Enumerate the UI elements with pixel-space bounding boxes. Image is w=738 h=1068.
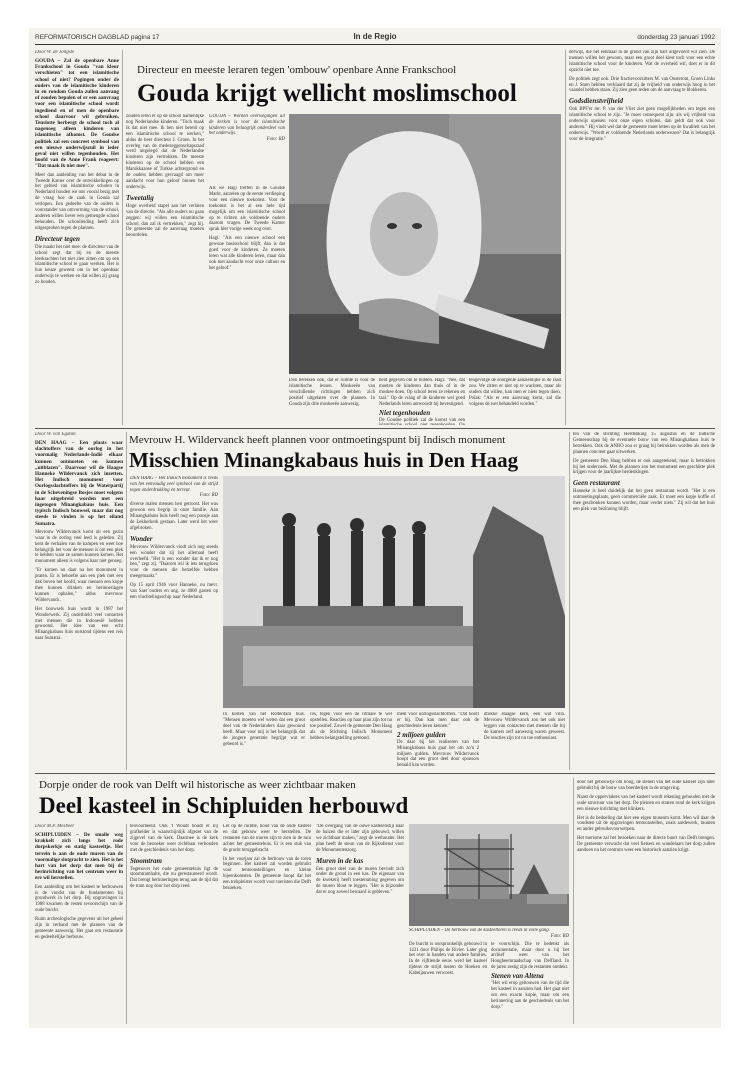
- article3-photo-text-columns: [409, 942, 569, 1011]
- column-divider: [126, 824, 127, 1024]
- article1-column-2: [126, 114, 204, 424]
- section-title: In de Regio: [353, 32, 397, 41]
- article2-column-5: [397, 712, 479, 770]
- article3-body4: Tegenover het oude gemeentehuis ligt de stoomtramhalte, die nu gerestaureerd wordt. Dat brengt herinneringen terug aan de tijd dat de tram nog door het dorp reed.: [130, 866, 218, 890]
- article1-body2: Die maakt het niet mee: de directeur van de school zegt dat hij en de meeste leerkrachten het niet zien zitten om op een islamitische school te gaan werken. Het is hun keuze geweest om in het openbaar onderwijs te werken en dat willen zij graag zo houden.: [35, 244, 119, 286]
- article1-body3: zouden ieren er op de school namenlijke nog Nederlandse kinderen. "Toch maak ik dat niet mee. Ik ben niet bereid op een islamitische school te werken," aldus de heer directeur J. Groen. In het overleg van de medezeggenschapsraad werd uitgelegd dat de Nederlandse kinderen zijn vertrokken. De meeste kinderen op de school hebben een Marokkaanse of Turkse achtergrond en de ouders hebben gevraagd om meer aandacht voor hun geloof binnen het onderwijs.: [126, 114, 204, 190]
- column-divider: [569, 432, 570, 770]
- column-divider: [126, 432, 127, 770]
- article1-column-4: [289, 378, 375, 425]
- article2-subhead3: Geen restaurant: [573, 479, 620, 488]
- article3-subhead2: Muren in de kas: [316, 856, 364, 865]
- column-divider: [573, 778, 574, 1024]
- article1-subhead1: Directeur tegen: [35, 234, 80, 243]
- article1-photo-credit: Foto: RD: [266, 137, 285, 143]
- article3-headline: Deel kasteel in Schipluiden herbouwd: [39, 793, 409, 818]
- article1-body10: tengevolge de enorgente aanzienlijke in de raad zou. We zitten er niet op te wachten, maar als ouders dat willen, kan men er niets tegen doen. Polak: "Als er een aanvraag komt, zal die volgens de wet behandeld worden.": [469, 378, 561, 407]
- article3-column-4: [316, 824, 404, 1024]
- article1-column-left: [35, 50, 119, 425]
- article2-body11: drukke Haagse kern, een wat villa. Mevrouw Wildervanck zou het ook niet leggen van contacten met mensen die bij de kamers zelf aanwezig waren geweest. De reacties zijn tot nu toe enthousiast.: [484, 712, 565, 741]
- article1-photo: [289, 114, 561, 374]
- paper-name: REFORMATORISCH DAGBLAD pagina 17: [35, 34, 160, 41]
- article2-kicker: Mevrouw H. Wildervanck heeft plannen voor ontmoetingspunt bij Indisch monument: [129, 434, 506, 446]
- article2-body6: Op 15 april 1946 voor Hanneke, nu mevr. van Saer ouders en ong. ze 4000 gasten op een vluchtelingsschip naar Nederland.: [130, 583, 218, 600]
- article3-photo-text: [409, 928, 569, 1024]
- article3-subhead1: Stoomtram: [130, 856, 162, 865]
- article3-photo: [409, 824, 569, 926]
- article2-photo-caption: DEN HAAG – Het Indisch monument is reeds van het eenvoudig veel symbool van de strijd tegen onderdrukking en terreur.: [130, 476, 218, 493]
- article3-body5: Let op de ruimte, houd van de oude kasteel en dat gebouw weer te herstellen. De restanten van de muren zijn te zien in de tuin achter het gemeentehuis. Er is een stuk van de gracht teruggebracht.: [223, 824, 311, 853]
- article2-body3: Het bouwsels huis wordt in 1987 het Wonderwerk. Zij onderhield veel contacten met mensen die in Indonesië hebben gewoond. Het idee van een echt Minangkabaus huis ontstond tijdens een reis naar Sumatra.: [35, 606, 123, 642]
- article2-body8: ros, tegen voor een de ritmale te wel opstellen. Reacties op haar plan zijn tot nu toe positief. Zowel de gemeente Den Haag als de Stichting Indisch Monument hebben belangstelling getoond.: [310, 712, 392, 741]
- article2-body10: De daar bij het realiseren van het Minangkabaus huis gaat het om zo'n 2 miljoen gulden. Mevrouw Wildervanck hoopt dat een groot deel door sponsors betaald kan worden.: [397, 739, 479, 769]
- article1-body7: Dan bereiken ook, dat er ruimte is voor de islamitische lessen. Moskeeën van verschillende richtingen hebben zich positief uitgelaten over de plannen. In Gouda zijn drie moskeeën aanwezig.: [289, 378, 375, 407]
- article1-subhead3: Niet tegenhouden: [379, 408, 431, 417]
- article1-body8: heid gegeven om te bidden. Hagi: "Nee, dat moeten de kinderen dan thuis of in de moskee doen. Op school leren ze rekenen en taal." Op de vraag of de kinderen wel goed Nederlands leren antwoordt hij bevestigend.: [379, 378, 465, 407]
- article3-column-right: [577, 780, 715, 1024]
- article2-col-right: ten van de stichting Herdenking 15 augustus en de Indische Gemeenschap bij de eventuele bouw van een Minangkabaus huis te betrekken. Ook de ANBO zou er graag bij betrokken worden als men de plannen concreet gaat uitwerken.: [573, 432, 715, 455]
- article3-photo-text-right: [491, 942, 569, 1011]
- article3-body6: In het voorjaar zal de herbouw van de toren beginnen. Het kasteel zal worden gebruikt voor tentoonstellingen en kleine bijeenkomsten. De gemeente hoopt dat het een trekpleister wordt voor toeristen die Delft bezoeken.: [223, 856, 311, 892]
- article1-photo-caption: GOUDA – Worden overwegingen uit de kerken is voor de islamitische kinderen van belangrijk onderdeel van het onderwijs.: [209, 114, 285, 137]
- article2-body4: diverse malen mensen hen getroost. Het was gewoon een begrip in onze familie. Aan Minangkabaus huis heeft nog een poosje aan de Lekkerkerk gestaan. Later werd het weer afgebroken.: [130, 502, 218, 531]
- article3-column-3: [223, 824, 311, 1024]
- article2-body7: In kosten van het Rotterdam huis. "Mensen moeten wel weten dat een groot deel van de Nederlanders daar gewoond heeft. Maar voor mij is het belangrijk dat de jongere generatie begrijpt wat er gebeurd is.": [223, 712, 305, 747]
- page-header: [35, 31, 715, 45]
- article2-column-6: [484, 712, 565, 770]
- article1-subhead2: Tweetalig: [126, 193, 154, 202]
- article1-body1: Meer dan aanleiding van het debat in de Tweede Kamer over de ontwikkelingen op het gebied van islamitische scholen in Nederland houden we ons vooral bezig met de vraag hoe de zaak in Gouda zal verlopen. Een gedeelte van de ouders is voorstander van omvorming van de school, anderen willen liever een gemengde school behouden. De schoolleiding heeft zich uitgesproken tegen de plannen.: [35, 172, 119, 231]
- girl-in-headscarf-photo-icon: [289, 114, 561, 374]
- article3-body2: Ruim archeologische gegevens uit het geheel zijn in verband met de plannen van de gemeente aanwezig. Het gaat om restauratie en gedeeltelijke herbouw.: [35, 917, 123, 940]
- article2-photo-credit: Foto: RD: [199, 493, 218, 499]
- article1-column-3: [209, 186, 285, 374]
- article2-col-right2: De gemeente Den Haag hebben er ook aangetekend, maar is betrokken bij het onderzoek. Met de plannen zou het monument een geschikte plek krijgen voor de jaarlijkse herdenkingen.: [573, 458, 715, 476]
- article1-column-6: [469, 378, 561, 425]
- article2-headline: Misschien Minangkabaus huis in Den Haag: [129, 448, 519, 472]
- article1-column-right: [569, 50, 715, 425]
- article1-body4: Hoge overheid stapel aan het verlaten van de directie. "Als alle ouders nu gaan zeggen: wij willen een islamitische school, dan zal ik vertrekken," zegt hij. De gemeente zal de aanvraag moeten beoordelen.: [126, 203, 204, 239]
- article1-headline: Gouda krijgt wellicht moslimschool: [137, 80, 517, 107]
- article2-column-4: [310, 712, 392, 770]
- article1-body9: De Goudse politiek zal de komst van een: [379, 417, 465, 423]
- article3-photo-credit: Foto: RD: [550, 933, 569, 939]
- article1-body5: Als we Hagi treffen in de Goudse Markt, aarzelen op de eerste verdieping voor een nieuwe toekomst. Voor de toekomst is het al een hele tijd mogelijk om een islamitische school op te richten als voldoende ouders daarom vragen. De Tweede Kamer sprak hier vorige week nog over.: [209, 186, 285, 233]
- article1-column-5: [379, 378, 465, 425]
- article2-column-right: [573, 432, 715, 770]
- article3-byline: Door M.P. Mesbeet: [35, 824, 74, 829]
- article3-col-right: door het gebouwtje om hoog, de stenen van het oude kasteel zijn later gebruikt bij de bouw van boerderijen in de omgeving.: [577, 780, 715, 791]
- article2-col-right3: Hanneke is heel duidelijk dat het geen restaurant wordt. "Het is een ontmoetingsplaats, geen commerciële zaak. Er moet een kopje koffie of thee geschonken kunnen worden, maar verder niets." Zij wil dat het huis een plek van bezinning blijft.: [573, 489, 715, 513]
- article3-col-right4: Het toerisme zal het bezoeken naar de directe buurt van Delft brengen. De gemeente verwacht dat veel fietsers en wandelaars het dorp zullen aandoen nu het centrum weer een historisch aanzien krijgt.: [577, 836, 715, 854]
- article3-body10: te voorschijn. Die te bedenkt als documentatie, maar door u hij het archief weet van het Hoogheemraadschap van Delfland. In de jaren zestig zijn de restanten ontdekt.: [491, 941, 569, 971]
- article2-photo: [223, 476, 565, 708]
- article-separator: [35, 428, 715, 429]
- article3-col-right3: Het is de bedoeling dat hier een eigen museum komt. Men wil daar de vondsten uit de opgravingen tentoonstellen, zoals aardewerk, munten en ander gebruiksvoorwerpen.: [577, 815, 715, 833]
- article2-body2: "Er komen nu daar na het monument in praten. Er is behoefte aan een plek met een dak boven het hoofd, waar mensen een kopje thee kunnen drinken en herinneringen kunnen ophalen," aldus mevrouw Wildervanck.: [35, 568, 123, 603]
- article-separator: [35, 773, 715, 774]
- article2-subhead1: Wonder: [130, 534, 153, 543]
- article2-body9: ment voor oorlogsslachtoffers. "Dat hoort er bij. Dan kan men daar ook de geschiedenis leren kennen.": [397, 712, 479, 729]
- column-divider: [565, 50, 566, 425]
- issue-date: donderdag 23 januari 1992: [637, 34, 715, 41]
- article1-byline: Door W. de Jongste: [35, 50, 75, 55]
- castle-tower-scaffolding-photo-icon: [409, 824, 569, 926]
- article3-body1: Een aanleiding om het kasteel te herbouwen is de vondst van de fundamenten bij grondwerk in het dorp. Bij opgravingen in 1988 kwamen de resten tevoorschijn van de oude burcht.: [35, 884, 123, 914]
- article1-body6: Hagi: "Als een nieuwe school een gewone basisschool blijft, dan is dat goed voor de kinderen. Ze moeten leren wat alle kinderen leren, maar dan ook met aandacht voor onze cultuur en het geloof.": [209, 236, 285, 271]
- article1-lead: GOUDA – Zal de openbare Anne Frankschool in Gouda "van kleur verschieten" tot een islamitische school of niet? Pogingen onder de ouders van de islamitische kinderen in en rondom Gouda zullen aanvang of zouden bepalen of er een aanvraag voor een islamitische school wordt ingediend en of men de openbare school daarvoor wil gebruiken. Tenslotte herbergt de school toch al nagenoeg alleen kinderen van islamitische afkomst. De Goudse politiek zal een concreet symbool van een nieuwe onderwijszuil in ieder geval niet willen tegenhouden. Het hoofd van de Anne Frank reageert: "Dat maak ik niet mee".: [35, 58, 119, 170]
- article3-body9: De burcht is oorspronkelijk gebouwd in 1431 door Philips de Rivier. Later ging het over in handen van andere families. In de vijftiende eeuw werd het kasteel tijdens de strijd tussen de Hoeken en Kabeljauwen verwoest.: [409, 941, 487, 977]
- monument-statues-photo-icon: [223, 476, 565, 708]
- newspaper-page: [29, 28, 721, 1028]
- article3-photo-caption: SCHIPLUIDEN – De herbouw van de kasteeltoren is reeds in volle gang.: [409, 928, 550, 933]
- article1-col-right-body2: Ook RPF'er mr. P. van der Vliet ziet geen mogelijkheden om tegen een islamitische school te zijn. "Je moet consequent zijn: als wij vrijheid van onderwijs opeisen voor onze eigen scholen, dan geldt dat ook voor anderen." Hij vindt wel dat de gemeente moet letten op de kwaliteit van het onderwijs. "Wordt er voldoende Nederlands onderwezen? Dat is belangrijk voor de integratie.": [569, 107, 715, 142]
- article3-column-left: [35, 824, 123, 1024]
- article1-subhead4: Godsdienstvrijheid: [569, 97, 624, 106]
- article3-subhead3: Stenen van Altena: [491, 972, 544, 981]
- article2-column-2: [130, 476, 218, 770]
- article3-column-2: [130, 824, 218, 1024]
- article1-col-right-body: De politiek zegt ook. Drie fractievoorzitters M. van Oosterom, Groen Links en J. Stam hebben verklaard dat zij de vrijheid van onderwijs hoog in het vaandel hebben staan. Zij zien geen reden om de aanvraag te blokkeren.: [569, 76, 715, 94]
- article2-body5: Mevrouw Wildervanck vindt zich nog steeds een wonder dat zij het allemaal heeft overleefd. "Het is een wonder dat ik er nog ben," zegt zij. "Daarom wil ik iets terugdoen voor de mensen die hetzelfde hebben meegemaakt.": [130, 544, 218, 580]
- article3-kicker: Dorpje onder de rook van Delft wil historische as weer zichtbaar maken: [39, 779, 356, 791]
- article2-byline: Door W. van Egdom: [35, 432, 76, 437]
- article3-body3: tenvoorbeeld. Ook 't Woudt houdt er bij grafkelder is waarschijnlijk afgezet van de zijgevel van de kerk. Daarmee is de kerk voor de bezoeker weer zichtbaar verbonden met de geschiedenis van het dorp.: [130, 824, 218, 853]
- column-divider: [122, 50, 123, 425]
- article3-col-right2: Naast de oppervlaktes van het kasteel wordt rekening gehouden met de oude structuur van het dorp. De pleinen en straten rond de kerk krijgen een nieuwe inrichting met klinkers.: [577, 794, 715, 812]
- article2-lead: DEN HAAG – Een plaats waar slachtoffers van de oorlog in het voormalig Nederlands-Indië elkaar kunnen ontmoeten en kunnen „uitblazen". Daarvoor wil de Haagse Hanneke Wildervanck zich inzetten. Het Indisch monument voor Oorlogsslachtoffers bij de Waterpartij in de Scheveningse Bosjes moet volgens haar uitgebreid worden met een ingetogen Minangkabaus huis. Een typisch Indisch bouwsel, maar dat nog steeds te vinden is op het eiland Sumatra.: [35, 440, 123, 527]
- article3-body7: "De overgang van de ouwe kastelenstijl naar de huizen die er later zijn gebouwd, willen we zichtbaar maken," zegt de wethouder. Het plan heeft de steun van de Rijksdienst voor de Monumentenzorg.: [316, 824, 404, 853]
- article2-column-3: [223, 712, 305, 770]
- article3-body8: Een groot deel van de muren bevindt zich onder de grond in een kas. De eigenaar van de kwekerij heeft toestemming gegeven om de muren bloot te leggen. "Het is bijzonder dat er nog zoveel bewaard is gebleven.": [316, 866, 404, 896]
- article1-caption-block: [209, 114, 285, 184]
- article2-column-left: [35, 432, 123, 770]
- article1-kicker: Directeur en meeste leraren tegen 'ombouw' openbare Anne Frankschool: [137, 64, 457, 76]
- article3-body11: "Het wil erop gebouwen van de tijd die het kasteel in aanzien had. Het gaat niet om een exacte kopie, maar om een herinnering aan de geschiedenis van het dorp.": [491, 981, 569, 1010]
- article2-body1: Mevrouw Wildervanck komt uit een gezin waar in de oorlog veel leed is geleden. Zij kent de verhalen van de kampen en weet hoe belangrijk het voor de mensen is om een plek te hebben waar ze samen kunnen komen. Het monument alleen is volgens haar niet genoeg.: [35, 529, 123, 565]
- article3-lead: SCHIPLUIDEN – De smalle weg krakkelt zich langs het rode dorpskerkje en statig kasteeltje. Het terrein is aan de oude muren van de voormalige slotgracht te zien. Het is het hart van het dorp dat men bij de herinrichting van het centrum weer in ere wil herstellen.: [35, 832, 123, 882]
- article1-col-right-top: derwijs, die het eenmaal in de grond van zijn hart uitgevoerd wil zien. De mensen willen het gewoon, maar een groot deel kiest toch voor een echte islamitische school voor de kinderen. Wat de overheid wil, doet er in dit opzicht niet toe.: [569, 50, 715, 73]
- article2-subhead2: 2 miljoen gulden: [397, 730, 446, 739]
